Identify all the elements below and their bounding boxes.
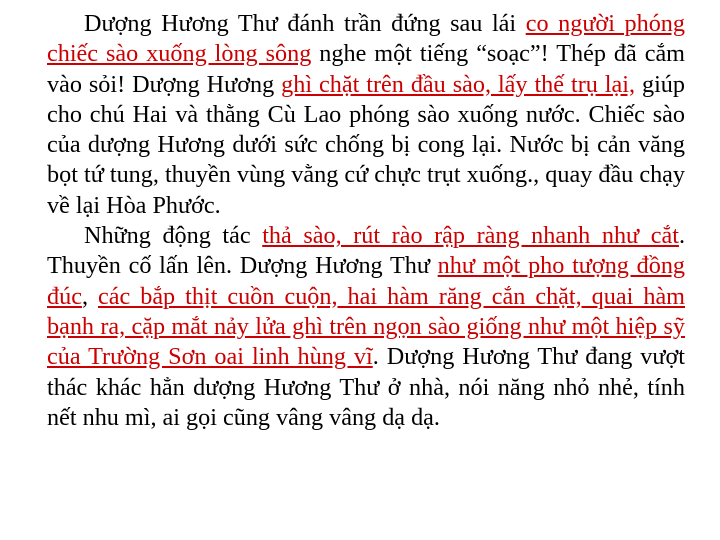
highlighted-phrase: co người phóng chiếc sào xuống lòng sông xyxy=(47,10,685,68)
text-run: Dượng Hương Thư đánh trần đứng sau lái xyxy=(84,10,526,37)
text-run: . Dượng Hương Thư đang vượt thác khác hẳn dượng Hương Thư ở nhà, nói năng nhỏ nhẻ, tính nết nhu mì, ai gọi cũng vâng vâng dạ dạ. xyxy=(47,343,685,431)
text-run: nghe một tiếng “soạc”! Thép đã cắm vào sỏi! Dượng Hương xyxy=(47,40,685,98)
text-run: giúp cho chú Hai và thằng Cù Lao phóng sào xuống nước. Chiếc sào của dượng Hương dưới sức chống bị cong lại. Nước bị cản văng bọt tứ tung, thuyền vùng vằng cứ chực trụt xuống., quay đầu chạy về lại Hòa Phước. xyxy=(47,70,685,219)
paragraph-2 xyxy=(47,221,685,433)
passage-text xyxy=(47,9,685,433)
highlighted-phrase: ghì chặt trên đầu sào, lấy thế trụ lại, xyxy=(281,70,636,98)
text-run: . Thuyền cố lấn lên. Dượng Hương Thư xyxy=(47,222,685,280)
highlighted-phrase: thả sào, rút rào rập ràng nhanh như cắt xyxy=(262,222,679,250)
text-run: Những động tác xyxy=(84,222,263,250)
highlighted-phrase: các bắp thịt cuồn cuộn, hai hàm răng cắn chặt, quai hàm bạnh ra, cặp mắt nảy lửa ghì trên ngọn sào giống như một hiệp sỹ của Trường Sơn oai linh hùng vĩ xyxy=(47,282,685,371)
highlighted-phrase: như một pho tượng đồng đúc xyxy=(47,252,686,310)
paragraph-1 xyxy=(47,9,685,221)
text-run: , xyxy=(81,282,98,310)
